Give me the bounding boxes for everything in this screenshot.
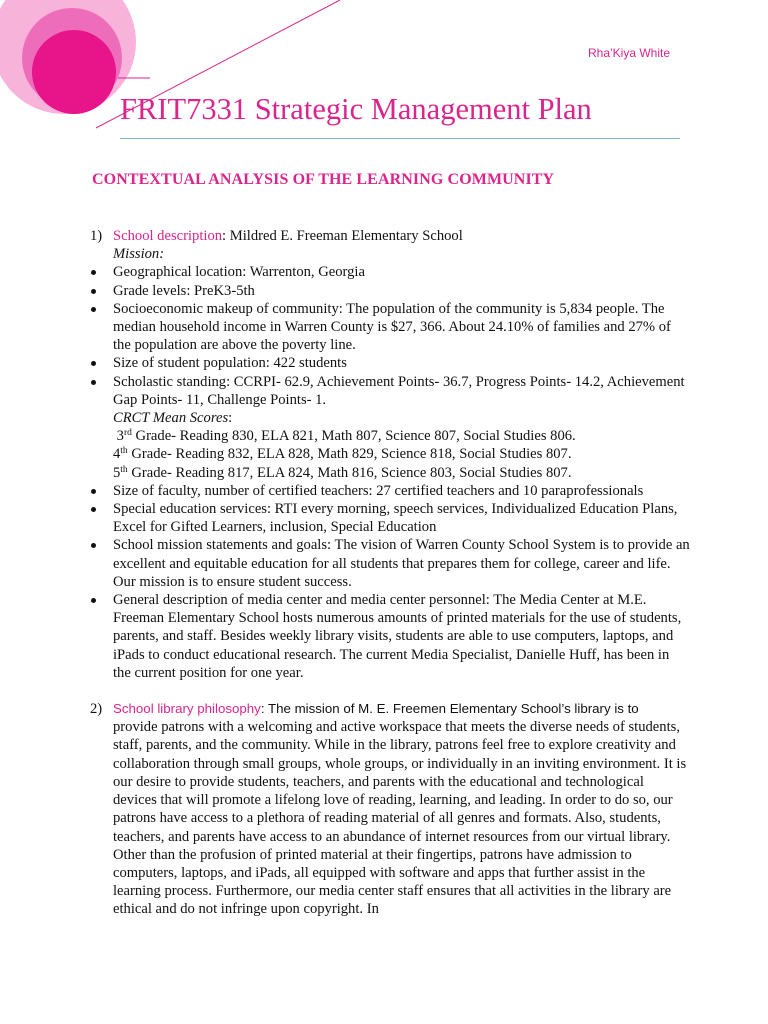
list-item: Grade levels: PreK3-5th (90, 282, 690, 300)
school-description-text: : Mildred E. Freeman Elementary School (222, 228, 463, 244)
item-library-philosophy: 2) School library philosophy: The mission of M. E. Freemen Elementary School’s library is to provide patrons with a welcoming and active workspace that meets the diverse needs of students, staff, parents, and the community. While in the library, patrons feel free to explore creativity and collaboration through small groups, whole groups, or individually in an inviting environment. It is our desire to provide students, teachers, and parents with the educational and technological devices that will promote a lifelong love of reading, learning, and leading. In order to do so, our patrons have access to a plethora of reading material of all genres and formats. Also, students, teachers, and parents have access to an abundance of internet resources from our virtual library. Other than the profusion of printed material at their fingertips, patrons have admission to computers, laptops, and iPads, all equipped with software and apps that further assist in the learning process. Furthermore, our media center staff ensures that all activities in the library are ethical and do not infringe upon copyright. In (90, 700, 690, 918)
bullet-icon (91, 289, 96, 294)
list-item: Size of student population: 422 students (90, 354, 690, 372)
crct-row: 5th Grade- Reading 817, ELA 824, Math 816, Science 803, Social Studies 807. (113, 464, 572, 481)
author-name: Rha’Kiya White (588, 46, 671, 60)
library-philosophy-first-line: The mission of M. E. Freemen Elementary School’s library is to (264, 701, 639, 717)
item-number: 2) (90, 701, 103, 718)
list-item: Scholastic standing: CCRPI- 62.9, Achievement Points- 36.7, Progress Points- 14.2, Achievement Gap Points- 11, Challenge Points- 1. CRCT Mean Scores: 3rd Grade- Reading 830, ELA 821, Math 807, Science 807, Social Studies 806. 4th Grade- Reading 832, ELA 828, Math 829, Science 818, Social Studies 807. 5th Grade- Reading 817, ELA 824, Math 816, Science 803, Social Studies 807. (90, 373, 690, 482)
page-title: FRIT7331 Strategic Management Plan (120, 92, 592, 126)
item-school-description (90, 227, 690, 263)
mission-label: Mission: (113, 246, 165, 263)
list-item: Special education services: RTI every morning, speech services, Individualized Education Plans, Excel for Gifted Learners, inclusion, Special Education (90, 500, 690, 536)
bullet-icon (91, 543, 96, 548)
bullet-icon (91, 507, 96, 512)
bullet-icon (91, 489, 96, 494)
school-description-label: School description (113, 228, 223, 244)
title-divider (120, 138, 680, 139)
bullet-icon (91, 307, 96, 312)
list-item: Socioeconomic makeup of community: The population of the community is 5,834 people. The median household income in Warren County is $27, 366. About 24.10% of families and 27% of the population are above the poverty line. (90, 300, 690, 355)
item-number: 1) (90, 228, 103, 244)
library-philosophy-label: School library philosophy (113, 701, 261, 717)
bullet-icon (91, 380, 96, 385)
crct-row: 3rd Grade- Reading 830, ELA 821, Math 807, Science 807, Social Studies 806. (116, 428, 576, 445)
bullet-icon (91, 361, 96, 366)
section-heading: CONTEXTUAL ANALYSIS OF THE LEARNING COMMUNITY (92, 171, 555, 188)
list-item: Geographical location: Warrenton, Georgia (90, 263, 690, 281)
crct-label: CRCT Mean Scores (113, 410, 229, 427)
bullet-list (90, 263, 690, 682)
crct-row: 4th Grade- Reading 832, ELA 828, Math 829, Science 818, Social Studies 807. (113, 446, 572, 463)
decorative-circles (0, 0, 768, 160)
list-item: School mission statements and goals: The vision of Warren County School System is to provide an excellent and equitable education for all students that prepares them for college, career and life. Our mission is to ensure student success. (90, 536, 690, 591)
library-philosophy-text: provide patrons with a welcoming and active workspace that meets the diverse needs of students, staff, parents, and the community. While in the library, patrons feel free to explore creativity and collaboration through small groups, whole groups, or individually in an inviting environment. It is our desire to provide students, teachers, and parents with the educational and technological devices that will promote a lifelong love of reading, learning, and leading. In order to do so, our patrons have access to a plethora of reading material of all genres and formats. Also, students, teachers, and parents have access to an abundance of internet resources from our virtual library. Other than the profusion of printed material at their fingertips, patrons have admission to computers, laptops, and iPads, all equipped with software and apps that further assist in the learning process. Furthermore, our media center staff ensures that all activities in the library are ethical and do not infringe upon copyright. In (113, 719, 687, 918)
bullet-icon (91, 598, 96, 603)
list-item: Size of faculty, number of certified teachers: 27 certified teachers and 10 paraprofessionals (90, 482, 690, 500)
inner-circle (32, 30, 116, 114)
document-body (90, 227, 690, 919)
bullet-icon (91, 270, 96, 275)
list-item: General description of media center and media center personnel: The Media Center at M.E. Freeman Elementary School hosts numerous amounts of printed materials for the use of students, parents, and staff. Besides weekly library visits, students are able to use computers, laptops, and iPads to conduct educational research. The current Media Specialist, Danielle Huff, has been in the current position for one year. (90, 591, 690, 682)
